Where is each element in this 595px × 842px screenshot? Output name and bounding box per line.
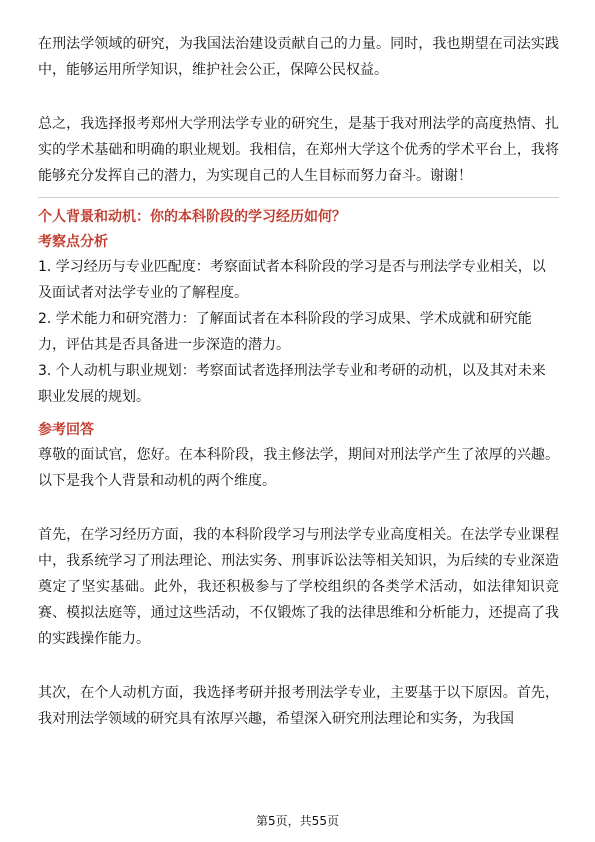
analysis-item-2: 2. 学术能力和研究潜力：了解面试者在本科阶段的学习成果、学术成就和研究能力，评估其是否具备进一步深造的潜力。 bbox=[38, 311, 532, 353]
spacer bbox=[38, 652, 559, 680]
intro-paragraph-1: 在刑法学领域的研究，为我国法治建设贡献自己的力量。同时，我也期望在司法实践中，能够运用所学知识，维护社会公正，保障公民权益。 bbox=[38, 36, 559, 78]
answer-paragraph-1: 尊敬的面试官，您好。在本科阶段，我主修法学，期间对刑法学产生了浓厚的兴趣。以下是我个人背景和动机的两个维度。 bbox=[38, 447, 559, 489]
answer-title: 参考回答 bbox=[38, 422, 94, 438]
spacer bbox=[38, 410, 559, 418]
analysis-item-1: 1. 学习经历与专业匹配度：考察面试者本科阶段的学习是否与刑法学专业相关，以及面试者对法学专业的了解程度。 bbox=[38, 259, 546, 301]
document-page bbox=[38, 31, 559, 732]
answer-paragraph-3: 其次，在个人动机方面，我选择考研并报考刑法学专业，主要基于以下原因。首先，我对刑法学领域的研究具有浓厚兴趣，希望深入研究刑法理论和实务，为我国 bbox=[38, 685, 559, 727]
answer-paragraph-2: 首先，在学习经历方面，我的本科阶段学习与刑法学专业高度相关。在法学专业课程中，我系统学习了刑法理论、刑法实务、刑事诉讼法等相关知识，为后续的专业深造奠定了坚实基础。此外，我还积极参与了学校组织的各类学术活动，如法律知识竞赛、模拟法庭等，通过这些活动，不仅锻炼了我的法律思维和分析能力，还提高了我的实践操作能力。 bbox=[38, 527, 559, 647]
analysis-title: 考察点分析 bbox=[38, 234, 108, 250]
intro-paragraph-2: 总之，我选择报考郑州大学刑法学专业的研究生，是基于我对刑法学的高度热情、扎实的学术基础和明确的职业规划。我相信，在郑州大学这个优秀的学术平台上，我将能够充分发挥自己的潜力，为实现自己的人生目标而努力奋斗。谢谢！ bbox=[38, 116, 559, 184]
analysis-item-3: 3. 个人动机与职业规划：考察面试者选择刑法学专业和考研的动机，以及其对未来职业发展的规划。 bbox=[38, 363, 546, 405]
spacer bbox=[38, 83, 559, 111]
page-number: 第5页，共55页 bbox=[256, 814, 339, 828]
spacer bbox=[38, 494, 559, 522]
question-heading: 个人背景和动机：你的本科阶段的学习经历如何？ bbox=[38, 209, 346, 225]
section-divider bbox=[38, 197, 559, 198]
